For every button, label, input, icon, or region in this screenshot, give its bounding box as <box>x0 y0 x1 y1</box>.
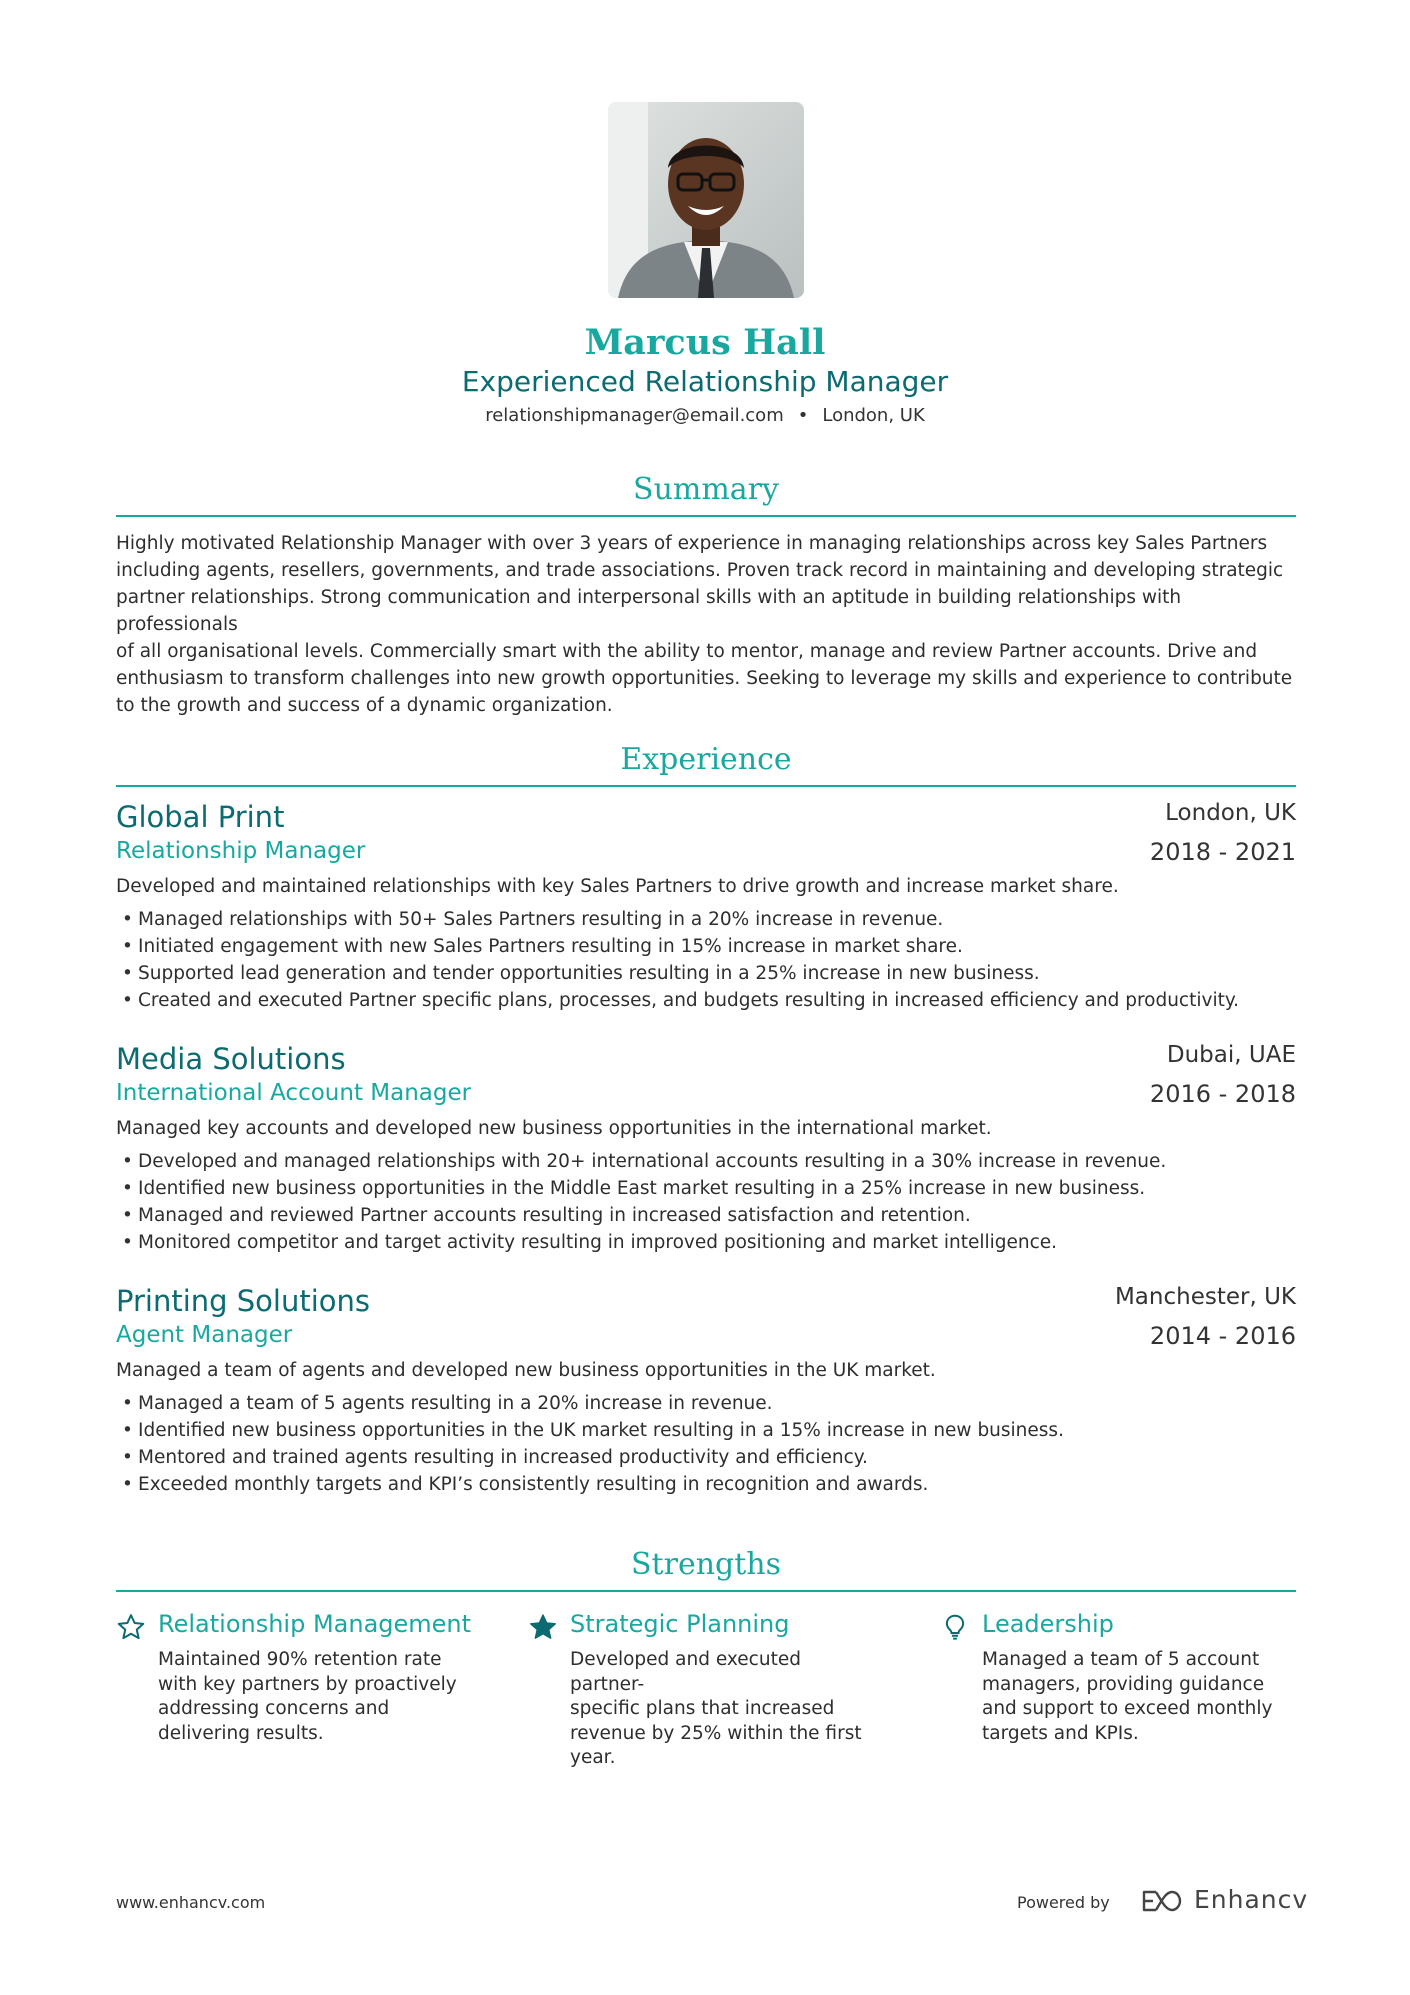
summary-line: partner relationships. Strong communication and interpersonal skills with an aptitude in building relationships with professionals <box>116 587 1182 635</box>
email-link[interactable]: relationshipmanager@email.com <box>485 405 784 426</box>
summary-text <box>116 530 1296 719</box>
job-role: Agent Manager <box>116 1322 293 1348</box>
strength-line: and support to exceed monthly <box>982 1698 1273 1719</box>
summary-divider <box>116 515 1296 517</box>
strength-line: Managed a team of 5 account <box>982 1649 1260 1670</box>
job-bullet: • Identified new business opportunities in the UK market resulting in a 15% increase in new business. <box>116 1417 1064 1444</box>
contact-separator: • <box>797 405 809 426</box>
star-filled-icon <box>528 1612 558 1642</box>
job-bullet: • Identified new business opportunities in the Middle East market resulting in a 25% increase in new business. <box>116 1175 1166 1202</box>
job-dates: 2018 - 2021 <box>1149 838 1296 866</box>
candidate-headline: Experienced Relationship Manager <box>461 365 949 398</box>
job-location: Manchester, UK <box>1114 1284 1296 1310</box>
job-bullet: • Supported lead generation and tender opportunities resulting in a 25% increase in new business. <box>116 960 1239 987</box>
company-name: Media Solutions <box>116 1042 346 1076</box>
summary-line: Highly motivated Relationship Manager with over 3 years of experience in managing relationships across key Sales Partners <box>116 533 1268 554</box>
job-location: Dubai, UAE <box>1166 1042 1296 1068</box>
strength-line: specific plans that increased <box>570 1698 835 1719</box>
job-description: Developed and maintained relationships with key Sales Partners to drive growth and increase market share. <box>116 876 1119 897</box>
job-description: Managed key accounts and developed new business opportunities in the international market. <box>116 1118 992 1139</box>
strength-line: with key partners by proactively <box>158 1673 457 1695</box>
job-bullet: • Mentored and trained agents resulting in increased productivity and efficiency. <box>116 1444 1064 1471</box>
summary-line: including agents, resellers, governments, and trade associations. Proven track record in maintaining and developing strategic <box>116 560 1284 581</box>
job-location: London, UK <box>1165 800 1296 826</box>
strength-line: revenue by 25% within the first <box>570 1722 862 1744</box>
company-name: Printing Solutions <box>116 1284 371 1318</box>
strength-line: addressing concerns and <box>158 1698 390 1719</box>
job-role: Relationship Manager <box>116 838 366 864</box>
job-bullet: • Managed a team of 5 agents resulting in a 20% increase in revenue. <box>116 1390 1064 1417</box>
contact-line <box>0 405 1410 426</box>
enhancv-logo-icon <box>1138 1886 1186 1916</box>
strength-line: year. <box>570 1747 616 1768</box>
job-description: Managed a team of agents and developed new business opportunities in the UK market. <box>116 1360 936 1381</box>
job-bullet: • Managed relationships with 50+ Sales Partners resulting in a 20% increase in revenue. <box>116 906 1239 933</box>
job-dates: 2014 - 2016 <box>1149 1322 1296 1350</box>
job-bullets <box>116 906 1239 1014</box>
strength-description <box>982 1648 1292 1746</box>
job-bullets <box>116 1390 1064 1498</box>
experience-divider <box>116 785 1296 787</box>
brand-name: Enhancv <box>1194 1885 1309 1914</box>
job-bullet: • Exceeded monthly targets and KPI’s consistently resulting in recognition and awards. <box>116 1471 1064 1498</box>
strength-line: managers, providing guidance <box>982 1673 1265 1695</box>
job-role: International Account Manager <box>116 1080 472 1106</box>
footer-website-link[interactable]: www.enhancv.com <box>116 1893 266 1912</box>
powered-by-label: Powered by <box>1017 1893 1110 1912</box>
strength-title: Strategic Planning <box>570 1610 790 1638</box>
summary-line: to the growth and success of a dynamic organization. <box>116 695 613 716</box>
strength-description <box>158 1648 468 1746</box>
profile-photo <box>608 102 804 298</box>
summary-heading: Summary <box>633 472 779 507</box>
strengths-heading: Strengths <box>631 1547 781 1582</box>
strength-title: Relationship Management <box>158 1610 472 1638</box>
job-bullet: • Monitored competitor and target activity resulting in improved positioning and market intelligence. <box>116 1229 1166 1256</box>
lightbulb-icon <box>940 1612 970 1642</box>
location-text: London, UK <box>822 405 925 426</box>
strength-line: targets and KPIs. <box>982 1722 1139 1744</box>
job-dates: 2016 - 2018 <box>1149 1080 1296 1108</box>
strength-description <box>570 1648 880 1771</box>
star-outline-icon <box>116 1612 146 1642</box>
job-bullet: • Initiated engagement with new Sales Partners resulting in 15% increase in market share. <box>116 933 1239 960</box>
strengths-divider <box>116 1590 1296 1592</box>
person-portrait-icon <box>608 102 804 298</box>
strength-line: delivering results. <box>158 1722 324 1744</box>
company-name: Global Print <box>116 800 285 834</box>
job-bullet: • Managed and reviewed Partner accounts resulting in increased satisfaction and retention. <box>116 1202 1166 1229</box>
strength-line: Developed and executed partner- <box>570 1649 801 1695</box>
job-bullet: • Developed and managed relationships with 20+ international accounts resulting in a 30% increase in revenue. <box>116 1148 1166 1175</box>
job-bullet: • Created and executed Partner specific plans, processes, and budgets resulting in increased efficiency and productivity. <box>116 987 1239 1014</box>
experience-heading: Experience <box>620 742 792 777</box>
job-bullets <box>116 1148 1166 1256</box>
strength-title: Leadership <box>982 1610 1114 1638</box>
candidate-name: Marcus Hall <box>584 322 826 363</box>
summary-line: of all organisational levels. Commercially smart with the ability to mentor, manage and review Partner accounts. Drive and <box>116 641 1258 662</box>
summary-line: enthusiasm to transform challenges into new growth opportunities. Seeking to leverage my skills and experience to contribute <box>116 668 1293 689</box>
strength-line: Maintained 90% retention rate <box>158 1649 442 1670</box>
